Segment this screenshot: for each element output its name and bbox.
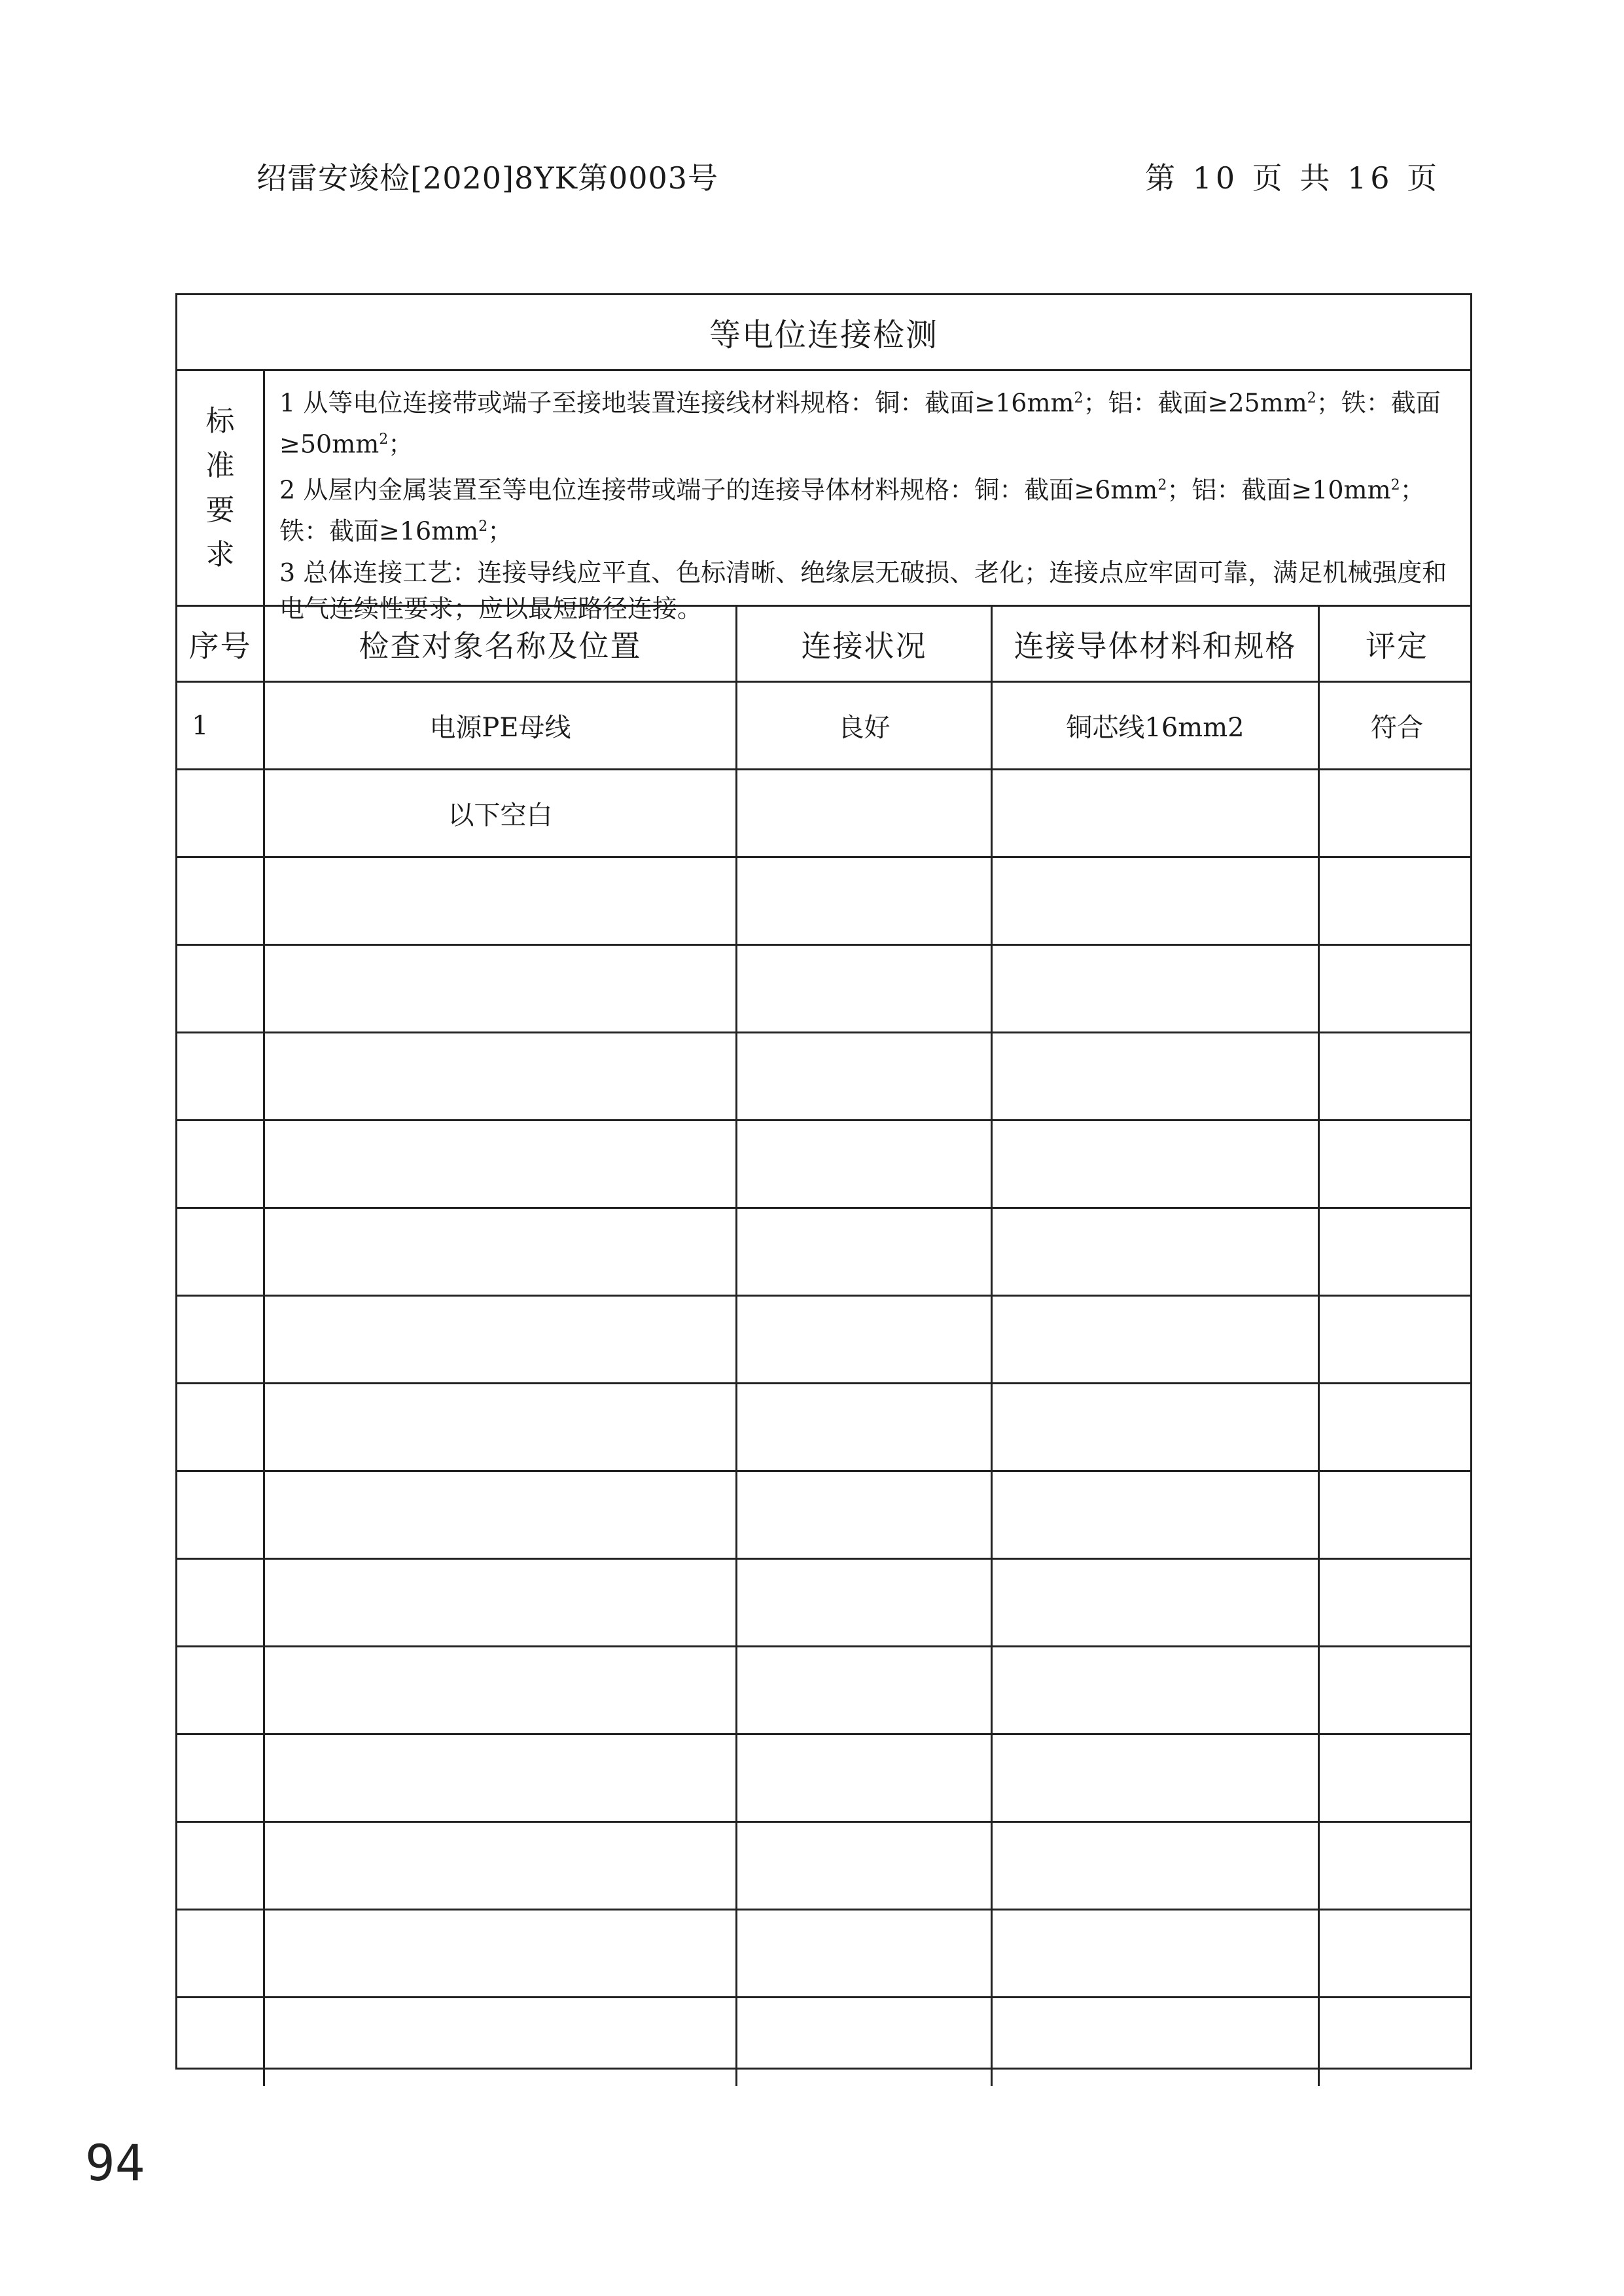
cell-col-no <box>177 1647 265 1733</box>
table-row <box>177 1121 1470 1209</box>
cell-col-status: 良好 <box>737 683 993 768</box>
cell-col-status <box>737 1209 993 1295</box>
standard-item-3: 3 总体连接工艺：连接导线应平直、色标清晰、绝缘层无破损、老化；连接点应牢固可靠，满足机械强度和电气连续性要求；应以最短路径连接。 <box>279 558 1447 623</box>
table-row <box>177 1033 1470 1121</box>
cell-col-status <box>737 1560 993 1645</box>
standard-label-text: 标准要求 <box>205 404 235 571</box>
cell-col-object <box>265 1033 737 1119</box>
cell-col-status <box>737 1823 993 1909</box>
header-col-result: 评定 <box>1366 628 1428 664</box>
cell-col-object <box>265 1998 737 2086</box>
standard-requirements-row <box>177 371 1470 623</box>
standard-text <box>279 380 1457 632</box>
table-row <box>177 1647 1470 1735</box>
cell-col-status <box>737 858 993 944</box>
cell-col-result: 符合 <box>1371 713 1423 743</box>
header-col-status: 连接状况 <box>737 607 993 681</box>
cell-col-object <box>265 1910 737 1996</box>
superscript-2: 2 <box>1307 390 1316 406</box>
superscript-2: 2 <box>1390 477 1400 494</box>
cell-col-object <box>265 1121 737 1207</box>
inspection-table <box>175 293 1472 2070</box>
cell-col-result <box>1320 1033 1474 1119</box>
cell-col-material <box>993 1209 1320 1295</box>
cell-col-object <box>265 1297 737 1382</box>
cell-col-material <box>993 1033 1320 1119</box>
superscript-2: 2 <box>1074 390 1084 406</box>
cell-col-status <box>737 1735 993 1821</box>
table-row <box>177 1735 1470 1823</box>
cell-col-status <box>737 1647 993 1733</box>
standard-item-1: 1 从等电位连接带或端子至接地装置连接线材料规格：铜：截面$\ge 16mm^2$；铝：截面$\ge 25mm^2$；铁：截面$\ge 50mm^2$； <box>279 388 1441 459</box>
cell-col-object <box>265 1647 737 1733</box>
cell-col-no <box>177 858 265 944</box>
cell-col-object <box>265 1384 737 1470</box>
cell-col-status <box>737 1297 993 1382</box>
cell-col-result <box>1320 946 1474 1031</box>
cell-col-material <box>993 1121 1320 1207</box>
cell-col-status <box>737 1121 993 1207</box>
cell-col-status <box>737 1910 993 1996</box>
cell-col-result <box>1320 1209 1474 1295</box>
table-row <box>177 1910 1470 1998</box>
cell-col-result <box>1320 1998 1474 2086</box>
superscript-2: 2 <box>1157 477 1167 494</box>
cell-col-result <box>1320 1823 1474 1909</box>
cell-col-material <box>993 946 1320 1031</box>
cell-col-material <box>993 770 1320 856</box>
cell-col-result <box>1320 858 1474 944</box>
cell-col-result <box>1320 1647 1474 1733</box>
cell-col-material <box>993 1823 1320 1909</box>
cell-col-object: 以下空白 <box>265 770 737 856</box>
cell-col-no <box>177 1209 265 1295</box>
cell-col-material <box>993 1647 1320 1733</box>
cell-col-material <box>993 1472 1320 1558</box>
cell-col-material: 铜芯线16mm2 <box>993 683 1320 768</box>
cell-col-object <box>265 1560 737 1645</box>
cell-col-object <box>265 946 737 1031</box>
header-col-object: 检查对象名称及位置 <box>265 607 737 681</box>
table-title: 等电位连接检测 <box>177 295 1470 371</box>
superscript-2: 2 <box>379 431 389 448</box>
cell-col-status <box>737 1998 993 2086</box>
cell-col-no <box>177 1910 265 1996</box>
table-row <box>177 1998 1470 2086</box>
cell-col-result <box>1320 1910 1474 1996</box>
cell-col-material <box>993 1735 1320 1821</box>
cell-col-result <box>1320 1735 1474 1821</box>
cell-col-result <box>1320 770 1474 856</box>
cell-col-material <box>993 1297 1320 1382</box>
cell-col-object <box>265 1735 737 1821</box>
handwritten-page-number: 94 <box>85 2134 145 2192</box>
cell-col-status <box>737 1033 993 1119</box>
cell-col-no <box>177 1735 265 1821</box>
cell-col-result <box>1320 1121 1474 1207</box>
header-col-material: 连接导体材料和规格 <box>993 607 1320 681</box>
table-header-row <box>177 607 1470 683</box>
cell-col-material <box>993 1384 1320 1470</box>
table-row <box>177 1472 1470 1560</box>
cell-col-no <box>177 1384 265 1470</box>
cell-col-material <box>993 1560 1320 1645</box>
cell-col-no <box>177 1121 265 1207</box>
cell-col-status <box>737 1384 993 1470</box>
standard-item-2: 2 从屋内金属装置至等电位连接带或端子的连接导体材料规格：铜：截面$\ge 6mm^2$；铝：截面$\ge 10mm^2$；铁：截面$\ge 16mm^2$； <box>279 475 1425 546</box>
cell-col-no <box>177 1560 265 1645</box>
table-row <box>177 1384 1470 1472</box>
cell-col-no <box>177 1297 265 1382</box>
cell-col-object <box>265 1472 737 1558</box>
cell-col-material <box>993 858 1320 944</box>
superscript-2: 2 <box>478 518 488 535</box>
cell-col-result <box>1320 1560 1474 1645</box>
cell-col-result <box>1320 1297 1474 1382</box>
header-col-no: 序号 <box>177 607 265 681</box>
table-row <box>177 858 1470 946</box>
cell-col-status <box>737 1472 993 1558</box>
table-row <box>177 683 1470 770</box>
cell-col-object: 电源PE母线 <box>265 683 737 768</box>
table-row <box>177 1297 1470 1384</box>
cell-col-no <box>177 946 265 1031</box>
cell-col-no: 1 <box>177 683 265 768</box>
cell-col-no <box>177 1998 265 2086</box>
table-row <box>177 1823 1470 1910</box>
standard-label <box>177 371 265 605</box>
cell-col-material <box>993 1910 1320 1996</box>
cell-col-no <box>177 1033 265 1119</box>
table-row <box>177 1209 1470 1297</box>
table-row <box>177 1560 1470 1647</box>
cell-col-no <box>177 1823 265 1909</box>
cell-col-object <box>265 1209 737 1295</box>
cell-col-material <box>993 1998 1320 2086</box>
cell-col-object <box>265 858 737 944</box>
document-number: 绍雷安竣检[2020]8YK第0003号 <box>256 160 719 196</box>
cell-col-no <box>177 770 265 856</box>
cell-col-object <box>265 1823 737 1909</box>
cell-col-result <box>1320 1384 1474 1470</box>
cell-col-no <box>177 1472 265 1558</box>
table-row <box>177 770 1470 858</box>
cell-col-status <box>737 770 993 856</box>
cell-col-status <box>737 946 993 1031</box>
page-info: 第 10 页 共 16 页 <box>1145 160 1441 196</box>
cell-col-result <box>1320 1472 1474 1558</box>
table-row <box>177 946 1470 1033</box>
